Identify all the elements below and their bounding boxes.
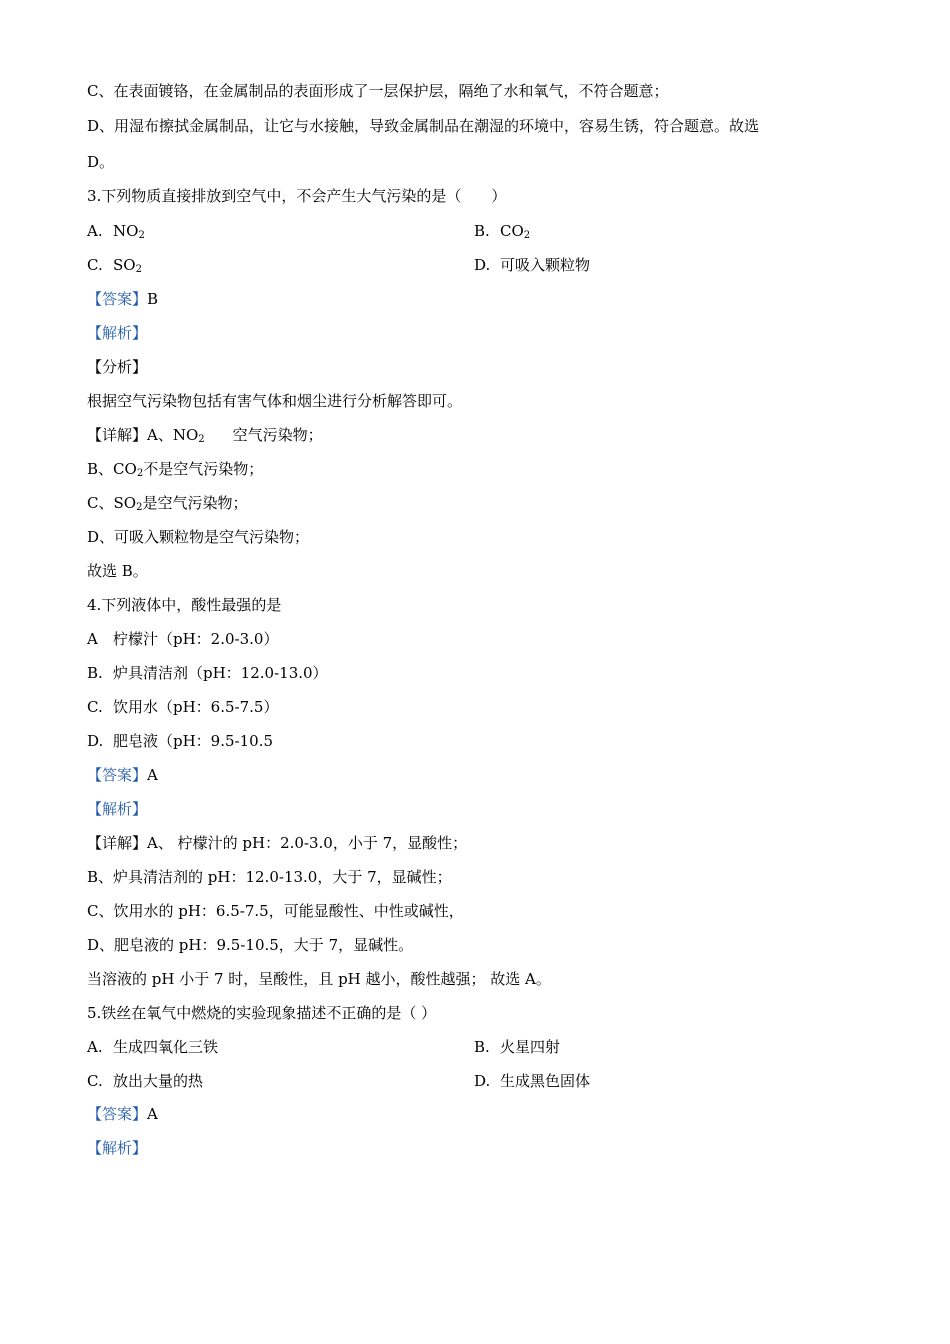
q3-analysis-tag: 【解析】	[87, 324, 148, 342]
q5-option-d-text: 生成黑色固体	[500, 1072, 591, 1090]
q3-option-a-text: NO	[113, 222, 139, 240]
q3-detail-tag: 【详解】	[87, 426, 148, 444]
q5-option-a-label: A.	[87, 1038, 103, 1056]
q3-option-c-text: SO	[113, 256, 136, 274]
q3-detail-c-text: 是空气污染物；	[142, 494, 248, 512]
prev-option-d-explanation-cont: D。	[87, 153, 115, 171]
q3-conclusion: 故选 B。	[87, 562, 148, 580]
q5-option-a	[87, 1037, 387, 1057]
q3-stem: 3.下列物质直接排放到空气中，不会产生大气污染的是（ ）	[87, 187, 507, 205]
q4-detail-tag: 【详解】	[87, 834, 148, 852]
q4-conclusion: 当溶液的 pH 小于 7 时，呈酸性，且 pH 越小，酸性越强； 故选 A。	[87, 970, 551, 988]
q3-option-b-label: B.	[474, 222, 490, 240]
q3-option-c-label: C.	[87, 256, 103, 274]
q5-option-a-text: 生成四氧化三铁	[113, 1038, 219, 1056]
prev-option-d-explanation: D、用湿布擦拭金属制品，让它与水接触，导致金属制品在潮湿的环境中，容易生锈，符合题意。故选	[87, 117, 760, 135]
q4-option-c-text: 饮用水（pH：6.5-7.5）	[113, 698, 279, 716]
q4-answer-tag: 【答案】	[87, 766, 148, 784]
q5-option-d-label: D.	[474, 1072, 491, 1090]
q5-answer-tag: 【答案】	[87, 1105, 148, 1123]
q4-stem: 4.下列液体中，酸性最强的是	[87, 596, 282, 614]
q5-option-d	[474, 1071, 774, 1091]
q5-answer	[87, 1104, 158, 1124]
q5-option-b-text: 火星四射	[500, 1038, 561, 1056]
q4-option-a-label: A	[87, 630, 98, 648]
q4-option-a	[87, 629, 487, 649]
q4-option-b-label: B.	[87, 664, 103, 682]
q3-detail-b	[87, 459, 263, 479]
q4-answer	[87, 765, 158, 785]
q3-detail-a-formula: A、NO	[147, 426, 199, 444]
q3-detail-c	[87, 493, 247, 513]
q5-option-c-label: C.	[87, 1072, 103, 1090]
q3-option-b-subscript: 2	[523, 230, 531, 241]
q5-option-c	[87, 1071, 387, 1091]
q4-detail-d: D、肥皂液的 pH：9.5-10.5，大于 7，显碱性。	[87, 936, 414, 954]
q3-detail-c-formula: C、SO	[87, 494, 137, 512]
q4-option-c	[87, 697, 487, 717]
q3-option-a-label: A.	[87, 222, 103, 240]
q3-option-d-text: 可吸入颗粒物	[500, 256, 591, 274]
q3-option-d-label: D.	[474, 256, 491, 274]
q3-option-d	[474, 255, 774, 275]
prev-option-c-explanation: C、在表面镀铬，在金属制品的表面形成了一层保护层，隔绝了水和氧气，不符合题意；	[87, 82, 669, 100]
q3-detail-a-text: 空气污染物；	[232, 426, 323, 444]
q3-answer-value: B	[147, 290, 159, 308]
q5-analysis-tag: 【解析】	[87, 1139, 148, 1157]
q3-option-b-text: CO	[500, 222, 524, 240]
q5-option-c-text: 放出大量的热	[113, 1072, 204, 1090]
q3-option-b	[474, 221, 774, 241]
q4-option-b-text: 炉具清洁剂（pH：12.0-13.0）	[113, 664, 328, 682]
q3-fenxi-text: 根据空气污染物包括有害气体和烟尘进行分析解答即可。	[87, 392, 463, 410]
q3-detail-b-formula: B、CO	[87, 460, 137, 478]
q3-detail-b-text: 不是空气污染物；	[143, 460, 264, 478]
q4-answer-value: A	[147, 766, 158, 784]
q5-option-b	[474, 1037, 774, 1057]
q5-stem: 5.铁丝在氧气中燃烧的实验现象描述不正确的是（ ）	[87, 1004, 437, 1022]
q4-option-d	[87, 731, 487, 751]
q4-detail-a-text: A、 柠檬汁的 pH：2.0-3.0，小于 7，显酸性；	[147, 834, 468, 852]
q4-option-a-text: 柠檬汁（pH：2.0-3.0）	[113, 630, 279, 648]
q3-option-c-subscript: 2	[135, 264, 142, 275]
q3-option-c	[87, 255, 387, 275]
q3-option-a	[87, 221, 387, 241]
q3-option-a-subscript: 2	[138, 230, 145, 241]
q4-option-d-label: D.	[87, 732, 104, 750]
q4-analysis-tag: 【解析】	[87, 800, 148, 818]
q4-option-d-text: 肥皂液（pH：9.5-10.5	[113, 732, 274, 750]
q4-detail-c: C、饮用水的 pH：6.5-7.5，可能显酸性、中性或碱性，	[87, 902, 464, 920]
q3-detail-d: D、可吸入颗粒物是空气污染物；	[87, 528, 310, 546]
q5-option-b-label: B.	[474, 1038, 490, 1056]
q4-option-c-label: C.	[87, 698, 103, 716]
q3-fenxi-tag: 【分析】	[87, 358, 148, 376]
q4-detail-b: B、炉具清洁剂的 pH：12.0-13.0，大于 7，显碱性；	[87, 868, 452, 886]
q3-detail-a-subscript: 2	[198, 434, 205, 445]
q3-answer	[87, 289, 158, 309]
q3-detail-b-subscript: 2	[136, 468, 144, 479]
q3-detail-a	[87, 425, 323, 445]
q3-detail-c-subscript: 2	[136, 502, 143, 513]
q4-detail-a	[87, 833, 467, 853]
q3-answer-tag: 【答案】	[87, 290, 148, 308]
q5-answer-value: A	[147, 1105, 158, 1123]
q4-option-b	[87, 663, 487, 683]
